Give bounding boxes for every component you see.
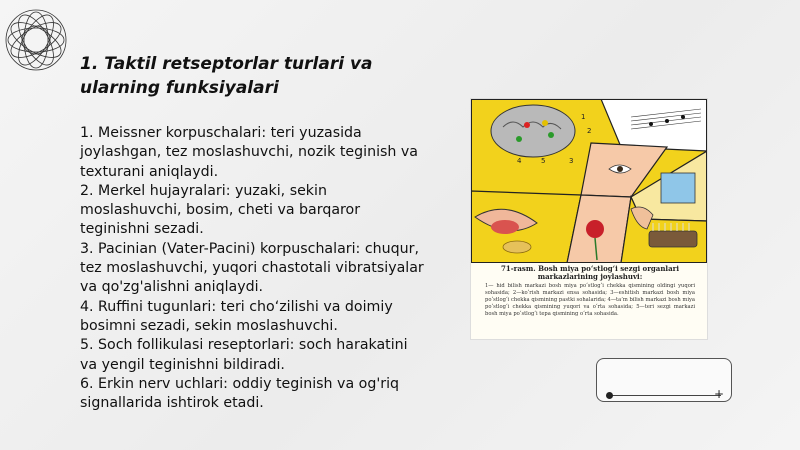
slider-handle[interactable]: [606, 392, 613, 399]
figure-label-3: 3: [569, 157, 574, 165]
slider-track[interactable]: [609, 395, 721, 396]
sensory-centers-figure: [470, 98, 708, 340]
figure-illustration: [471, 99, 707, 263]
figure-label-1: 1: [581, 113, 586, 121]
receptor-list: [80, 124, 425, 413]
list-item: 6. Erkin nerv uchlari: oddiy teginish va og'riq signallarida ishtirok etadi.: [80, 375, 400, 412]
figure-label-5: 5: [541, 157, 546, 165]
figure-label-2: 2: [587, 127, 592, 135]
decorative-rosette-icon: [0, 0, 76, 80]
list-item: 2. Merkel hujayralari: yuzaki, sekin moslashuvchi, bosim, cheti va barqaror teginishni sezadi.: [80, 182, 361, 238]
plus-icon[interactable]: +: [714, 387, 725, 401]
figure-label-4: 4: [517, 157, 522, 165]
slide-title-line2: ularning funksiyalari: [80, 78, 279, 98]
list-item: 1. Meissner korpuschalari: teri yuzasida joylashgan, tez moslashuvchi, nozik teginish va texturani aniqlaydi.: [80, 125, 418, 180]
list-item: 5. Soch follikulasi reseptorlari: soch harakatini va yengil teginishni bildiradi.: [80, 337, 408, 373]
slide-title-line1: 1. Taktil retseptorlar turlari va: [80, 54, 373, 74]
zoom-slider-widget[interactable]: [596, 358, 732, 402]
figure-caption-text: 1— hid bilish markazi bosh miya po‘stlog‘i chekka qismining oldingi yuqori sohasida; 2—ko‘rish markazi ensa sohasida; 3—eshitish markazi bosh miya po‘stlog‘i chekka qismining pastki sohalarida; 4—ta’m bilish markazi bosh miya po‘stlog‘i chekka qismining yuqori va o‘rta sohasida; 5—teri sezgi markazi bosh miya po‘stlog‘i tepa qismining o‘rta sohasida.: [485, 283, 695, 317]
list-item: 3. Pacinian (Vater-Pacini) korpuschalari: chuqur, tez moslashuvchi, yuqori chastotali vibratsiyalar va qo'zg'alishni aniqlaydi.: [80, 240, 424, 296]
figure-caption-title: 71-rasm. Bosh miya po‘stlog‘i sezgi organlari markazlarining joylashuvi:: [501, 264, 679, 281]
list-item: 4. Ruffini tugunlari: teri cho‘zilishi va doimiy bosimni sezadi, sekin moslashuvchi.: [80, 298, 393, 334]
slide-title: [80, 52, 410, 100]
